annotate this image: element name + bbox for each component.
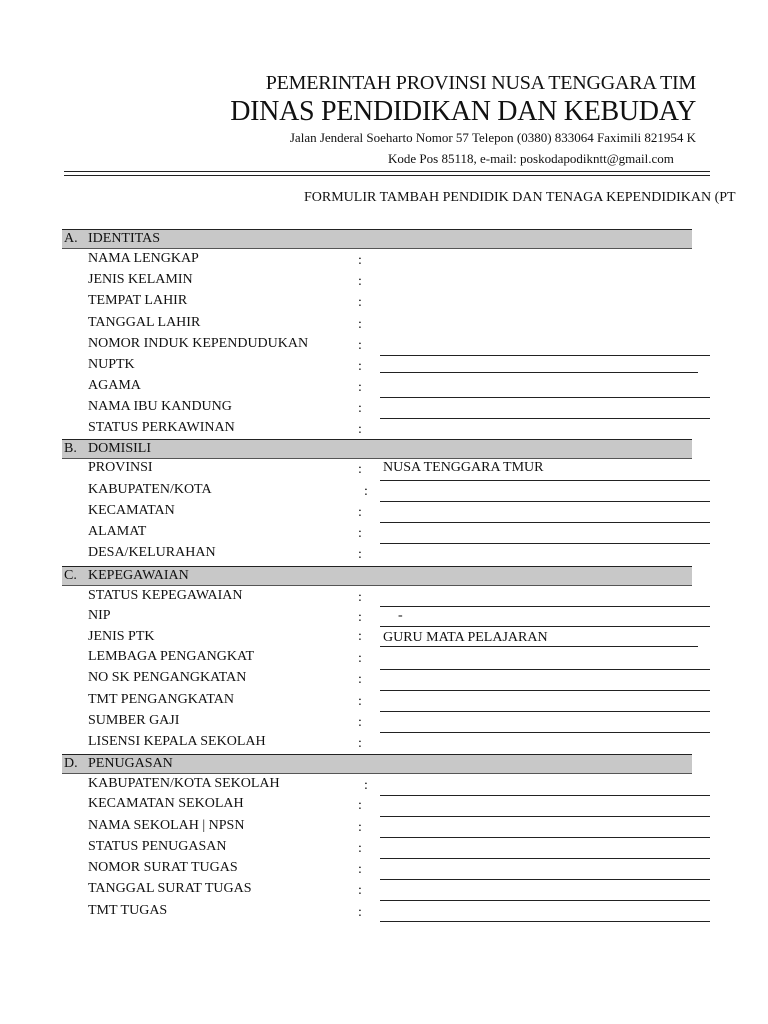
- colon: :: [358, 610, 362, 625]
- colon: :: [358, 380, 362, 395]
- label-kec-sekolah: KECAMATAN SEKOLAH: [88, 796, 244, 811]
- section-header-domisili: [62, 439, 692, 459]
- colon: :: [358, 905, 362, 920]
- agama-input-line[interactable]: [380, 397, 710, 398]
- label-nomor-surat: NOMOR SURAT TUGAS: [88, 860, 238, 875]
- nama-sekolah-input-line[interactable]: [380, 837, 710, 838]
- provinsi-input-line[interactable]: [380, 480, 710, 481]
- section-title: IDENTITAS: [88, 231, 160, 246]
- label-lembaga: LEMBAGA PENGANGKAT: [88, 649, 255, 664]
- colon: :: [358, 274, 362, 289]
- colon: :: [358, 253, 362, 268]
- kec-sekolah-input-line[interactable]: [380, 816, 710, 817]
- colon: :: [364, 778, 368, 793]
- label-tanggal-surat: TANGGAL SURAT TUGAS: [88, 881, 252, 896]
- label-nuptk: NUPTK: [88, 357, 135, 372]
- label-sumber-gaji: SUMBER GAJI: [88, 713, 180, 728]
- status-kepegawaian-input-line[interactable]: [380, 606, 710, 607]
- section-title: DOMISILI: [88, 441, 151, 456]
- nip-input-line[interactable]: [380, 626, 710, 627]
- label-tmt-pengangkatan: TMT PENGANGKATAN: [88, 692, 235, 707]
- colon: :: [358, 505, 362, 520]
- section-letter: D.: [64, 756, 78, 771]
- nomor-surat-input-line[interactable]: [380, 879, 710, 880]
- sumber-gaji-input-line[interactable]: [380, 732, 710, 733]
- colon: :: [358, 295, 362, 310]
- label-agama: AGAMA: [88, 378, 141, 393]
- colon: :: [358, 359, 362, 374]
- section-header-identitas: [62, 229, 692, 249]
- label-status-penugasan: STATUS PENUGASAN: [88, 839, 227, 854]
- header-agency: DINAS PENDIDIKAN DAN KEBUDAY: [230, 96, 696, 127]
- colon: :: [358, 422, 362, 437]
- label-kecamatan: KECAMATAN: [88, 503, 175, 518]
- kabupaten-input-line[interactable]: [380, 501, 710, 502]
- label-tanggal-lahir: TANGGAL LAHIR: [88, 315, 201, 330]
- section-title: KEPEGAWAIAN: [88, 568, 189, 583]
- colon: :: [358, 862, 362, 877]
- status-penugasan-input-line[interactable]: [380, 858, 710, 859]
- nuptk-input-line[interactable]: [380, 372, 698, 373]
- label-status-kepegawaian: STATUS KEPEGAWAIAN: [88, 588, 243, 603]
- colon: :: [358, 820, 362, 835]
- label-jenis-kelamin: JENIS KELAMIN: [88, 272, 193, 287]
- header-government: PEMERINTAH PROVINSI NUSA TENGGARA TIM: [265, 72, 696, 94]
- label-nik: NOMOR INDUK KEPENDUDUKAN: [88, 336, 309, 351]
- colon: :: [358, 651, 362, 666]
- colon: :: [364, 484, 368, 499]
- colon: :: [358, 547, 362, 562]
- colon: :: [358, 317, 362, 332]
- section-letter: B.: [64, 441, 77, 456]
- colon: :: [358, 590, 362, 605]
- tmt-pengangkatan-input-line[interactable]: [380, 711, 710, 712]
- colon: :: [358, 841, 362, 856]
- label-lisensi: LISENSI KEPALA SEKOLAH: [88, 734, 266, 749]
- header-divider-thin: [64, 175, 710, 176]
- nama-ibu-input-line[interactable]: [380, 418, 710, 419]
- colon: :: [358, 694, 362, 709]
- header-address: Jalan Jenderal Soeharto Nomor 57 Telepon (0380) 833064 Faximili 821954 K: [289, 130, 696, 145]
- jenis-ptk-input-line[interactable]: [380, 646, 698, 647]
- colon: :: [358, 401, 362, 416]
- label-no-sk: NO SK PENGANGKATAN: [88, 670, 247, 685]
- alamat-input-line[interactable]: [380, 543, 710, 544]
- section-title: PENUGASAN: [88, 756, 173, 771]
- section-letter: C.: [64, 568, 77, 583]
- provinsi-value: NUSA TENGGARA TMUR: [383, 460, 544, 475]
- lembaga-input-line[interactable]: [380, 669, 710, 670]
- colon: :: [358, 629, 362, 644]
- header-contact: Kode Pos 85118, e-mail: poskodapodikntt@gmail.com: [388, 151, 674, 166]
- no-sk-input-line[interactable]: [380, 690, 710, 691]
- nik-input-line[interactable]: [380, 355, 710, 356]
- label-nip: NIP: [88, 608, 111, 623]
- label-alamat: ALAMAT: [88, 524, 147, 539]
- label-kab-sekolah: KABUPATEN/KOTA SEKOLAH: [88, 776, 280, 791]
- label-nama-ibu: NAMA IBU KANDUNG: [88, 399, 232, 414]
- tanggal-surat-input-line[interactable]: [380, 900, 710, 901]
- section-header-kepegawaian: [62, 566, 692, 586]
- label-tempat-lahir: TEMPAT LAHIR: [88, 293, 188, 308]
- colon: :: [358, 672, 362, 687]
- colon: :: [358, 462, 362, 477]
- label-desa: DESA/KELURAHAN: [88, 545, 216, 560]
- colon: :: [358, 798, 362, 813]
- form-title: FORMULIR TAMBAH PENDIDIK DAN TENAGA KEPENDIDIKAN (PT: [304, 190, 736, 205]
- section-header-penugasan: [62, 754, 692, 774]
- label-nama-lengkap: NAMA LENGKAP: [88, 251, 199, 266]
- label-kabupaten: KABUPATEN/KOTA: [88, 482, 212, 497]
- label-nama-sekolah: NAMA SEKOLAH | NPSN: [88, 818, 245, 833]
- label-jenis-ptk: JENIS PTK: [88, 629, 155, 644]
- colon: :: [358, 526, 362, 541]
- kecamatan-input-line[interactable]: [380, 522, 710, 523]
- header-divider-thick: [64, 171, 710, 172]
- nip-value: -: [398, 608, 403, 623]
- label-status-perkawinan: STATUS PERKAWINAN: [88, 420, 235, 435]
- kab-sekolah-input-line[interactable]: [380, 795, 710, 796]
- label-provinsi: PROVINSI: [88, 460, 153, 475]
- colon: :: [358, 715, 362, 730]
- colon: :: [358, 736, 362, 751]
- colon: :: [358, 883, 362, 898]
- jenis-ptk-value: GURU MATA PELAJARAN: [383, 630, 548, 645]
- colon: :: [358, 338, 362, 353]
- tmt-tugas-input-line[interactable]: [380, 921, 710, 922]
- label-tmt-tugas: TMT TUGAS: [88, 903, 168, 918]
- section-letter: A.: [64, 231, 78, 246]
